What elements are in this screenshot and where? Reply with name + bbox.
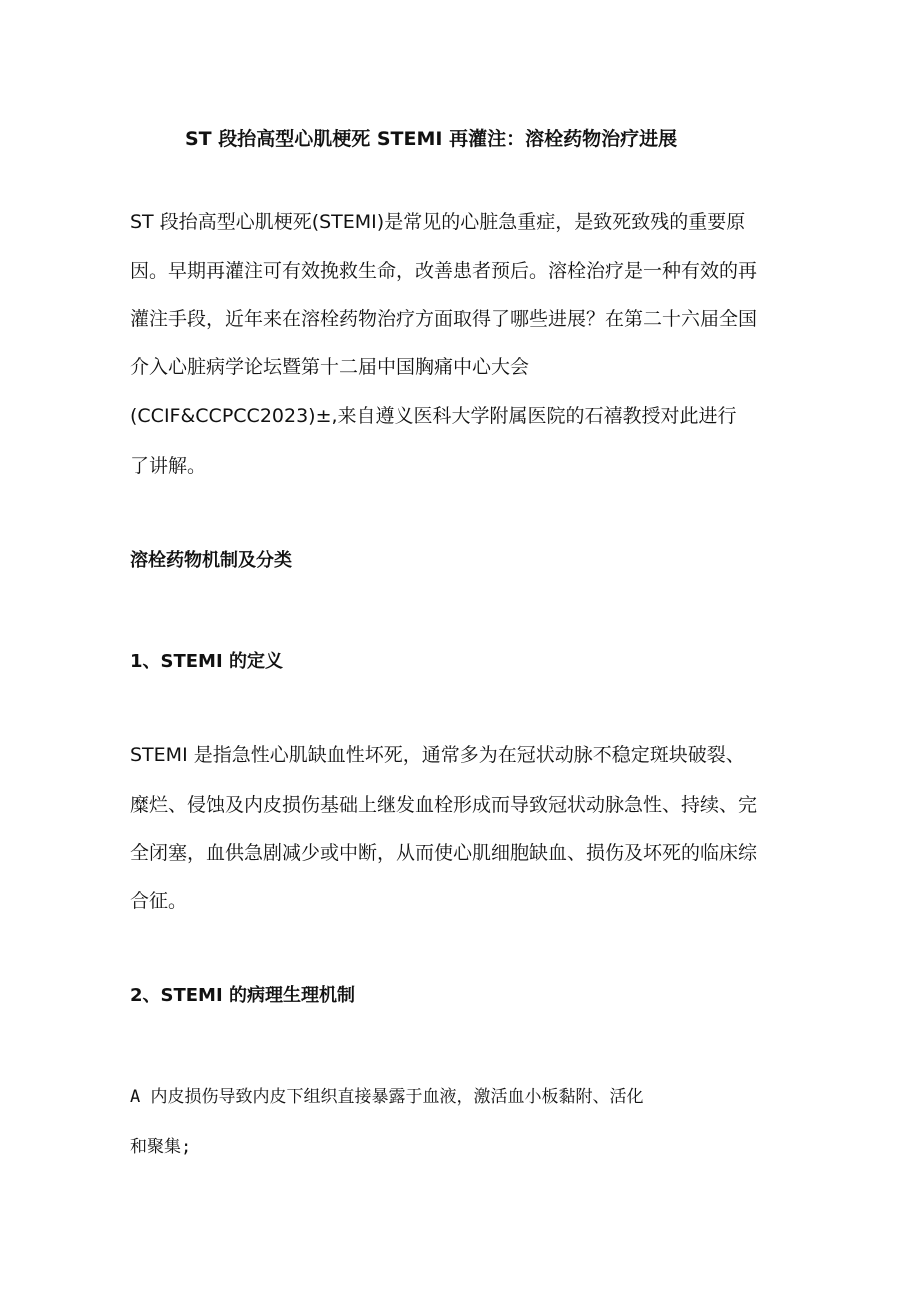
- definition-line: 糜烂、侵蚀及内皮损伤基础上继发血栓形成而导致冠状动脉急性、持续、完: [130, 794, 758, 816]
- subsection-heading-pathophysiology: 2、STEMI 的病理生理机制: [130, 985, 355, 1006]
- intro-line: ST 段抬高型心肌梗死(STEMI)是常见的心脏急重症，是致死致残的重要原: [130, 211, 746, 233]
- document-title: ST 段抬高型心肌梗死 STEMI 再灌注：溶栓药物治疗进展: [185, 128, 678, 150]
- definition-line: 全闭塞，血供急剧减少或中断，从而使心肌细胞缺血、损伤及坏死的临床综: [130, 842, 758, 864]
- subsection-heading-definition: 1、STEMI 的定义: [130, 651, 283, 672]
- intro-line: 因。早期再灌注可有效挽救生命，改善患者预后。溶栓治疗是一种有效的再: [130, 260, 758, 282]
- pathophysiology-line: 和聚集;: [130, 1137, 192, 1157]
- intro-line: (CCIF&CCPCC2023)±,来自遵义医科大学附属医院的石禧教授对此进行: [130, 405, 737, 427]
- section-heading: 溶栓药物机制及分类: [130, 550, 292, 571]
- intro-line: 灌注手段，近年来在溶栓药物治疗方面取得了哪些进展？在第二十六届全国: [130, 308, 758, 330]
- pathophysiology-line: A 内皮损伤导致内皮下组织直接暴露于血液，激活血小板黏附、活化: [130, 1087, 644, 1107]
- definition-line: 合征。: [130, 890, 188, 912]
- intro-line: 介入心脏病学论坛暨第十二届中国胸痛中心大会: [130, 356, 530, 378]
- intro-line: 了讲解。: [130, 455, 207, 477]
- definition-line: STEMI 是指急性心肌缺血性坏死，通常多为在冠状动脉不稳定斑块破裂、: [130, 744, 745, 766]
